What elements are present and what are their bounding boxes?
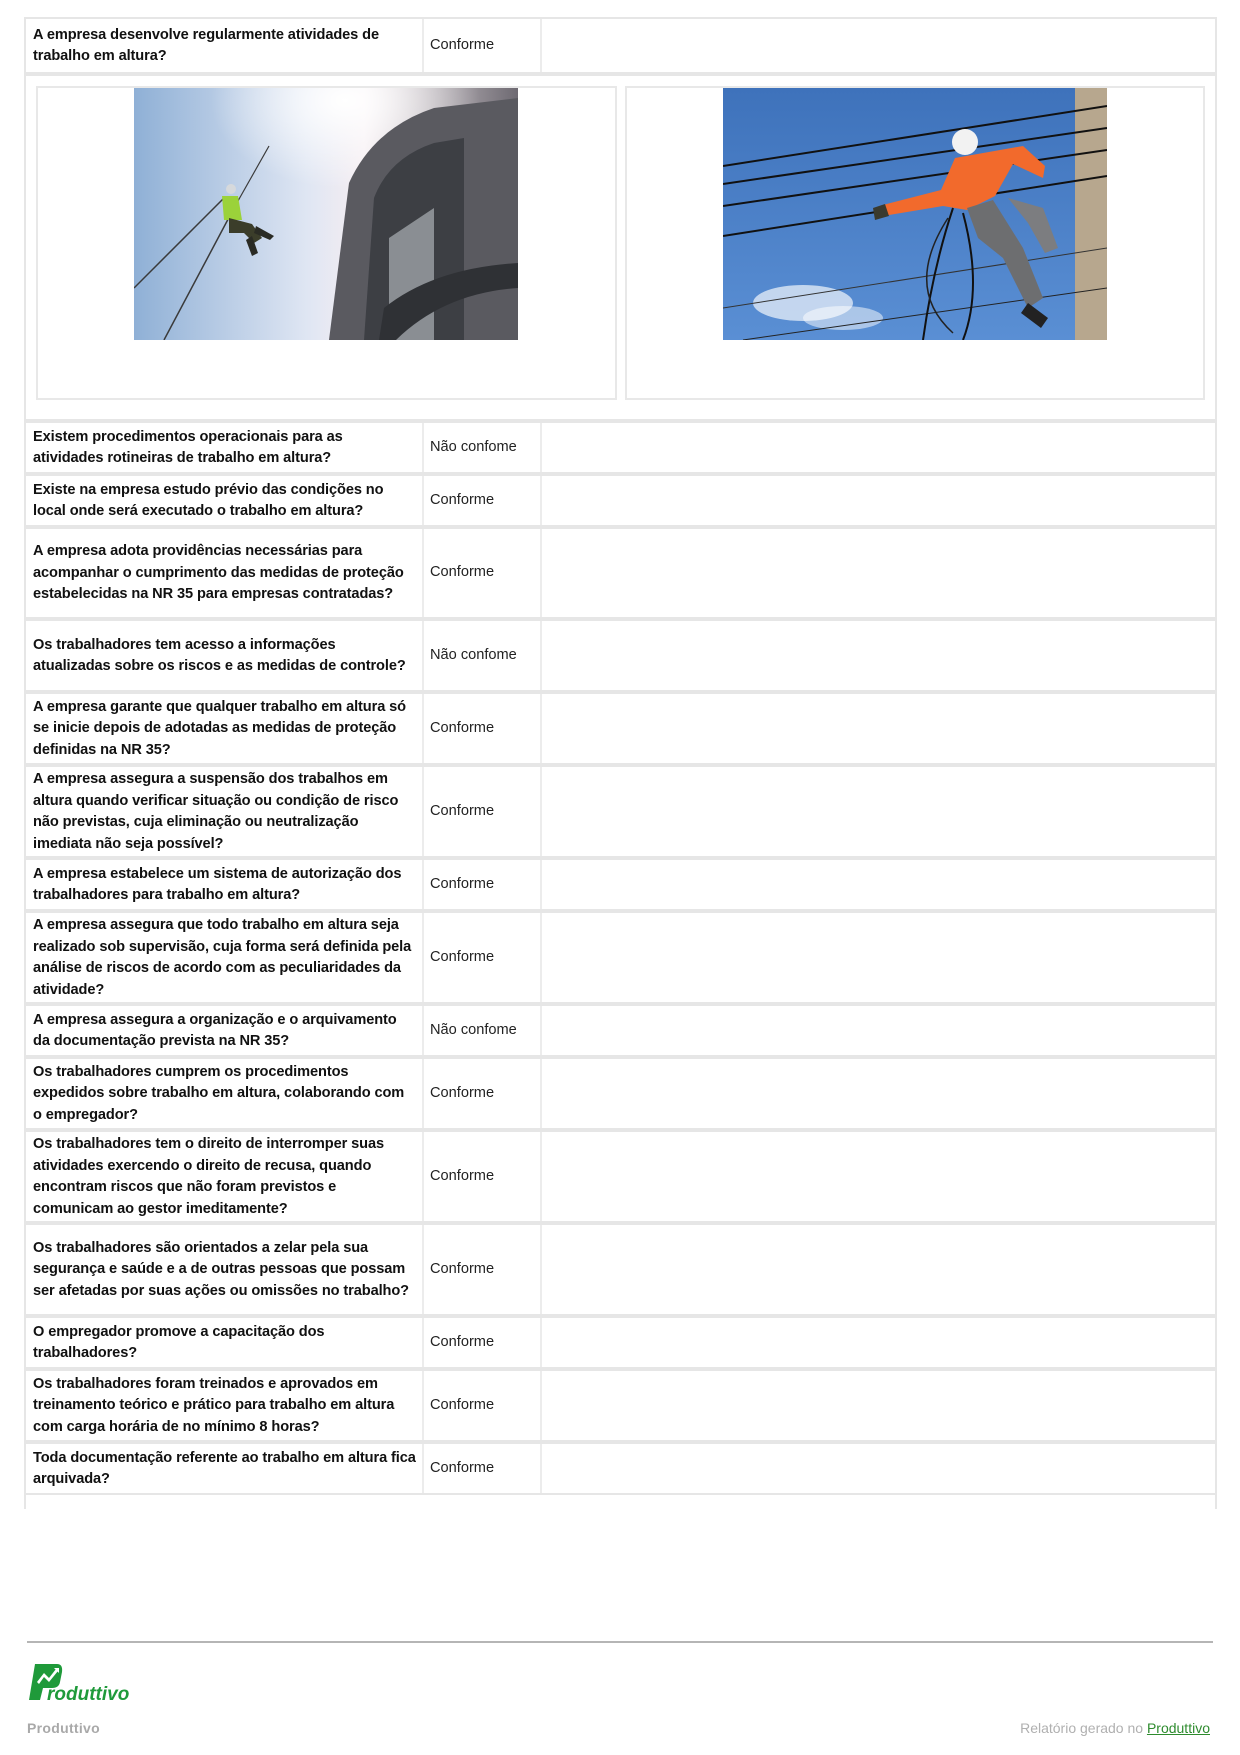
answer-value: Conforme <box>424 694 542 763</box>
svg-text:roduttivo: roduttivo <box>47 1684 130 1704</box>
checklist-row <box>24 1056 1217 1130</box>
answer-value: Conforme <box>424 1132 542 1221</box>
photo-gallery <box>24 73 1217 421</box>
question-text: A empresa garante que qualquer trabalho em altura só se inicie depois de adotadas as medidas de proteção definidas na NR 35? <box>26 694 424 763</box>
answer-value: Conforme <box>424 913 542 1002</box>
question-text: Os trabalhadores tem acesso a informações atualizadas sobre os riscos e as medidas de controle? <box>26 621 424 690</box>
generated-prefix: Relatório gerado no <box>1020 1720 1147 1736</box>
photo-frame <box>625 86 1206 400</box>
answer-value: Conforme <box>424 1318 542 1367</box>
checklist-row <box>24 857 1217 911</box>
answer-value: Conforme <box>424 1225 542 1314</box>
question-text: A empresa assegura a organização e o arquivamento da documentação prevista na NR 35? <box>26 1006 424 1055</box>
question-text: Existe na empresa estudo prévio das condições no local onde será executado o trabalho em altura? <box>26 476 424 525</box>
question-text: Os trabalhadores foram treinados e aprovados em treinamento teórico e prático para trabalho em altura com carga horária de no mínimo 8 horas? <box>26 1371 424 1440</box>
comment-cell <box>542 529 1215 617</box>
comment-cell <box>542 1318 1215 1367</box>
question-text: A empresa adota providências necessárias para acompanhar o cumprimento das medidas de proteção estabelecidas na NR 35 para empresas contratadas? <box>26 529 424 617</box>
footer-divider <box>27 1641 1213 1643</box>
comment-cell <box>542 767 1215 856</box>
question-text: A empresa assegura que todo trabalho em altura seja realizado sob supervisão, cuja forma será definida pela análise de riscos de acordo com as peculiaridades da atividade? <box>26 913 424 1002</box>
question-text: A empresa assegura a suspensão dos trabalhos em altura quando verificar situação ou condição de risco não previstas, cuja eliminação ou neutralização imediata não seja possível? <box>26 767 424 856</box>
comment-cell <box>542 621 1215 690</box>
checklist-row <box>24 1315 1217 1369</box>
checklist-row <box>24 526 1217 619</box>
table-tail <box>24 1495 1217 1509</box>
answer-value: Não confome <box>424 621 542 690</box>
answer-value: Conforme <box>424 476 542 525</box>
comment-cell <box>542 19 1215 72</box>
comment-cell <box>542 694 1215 763</box>
answer-value: Conforme <box>424 1059 542 1128</box>
answer-value: Não confome <box>424 423 542 472</box>
brand-name: Produttivo <box>27 1720 100 1736</box>
comment-cell <box>542 1059 1215 1128</box>
answer-value: Conforme <box>424 1371 542 1440</box>
question-text: Os trabalhadores cumprem os procedimentos expedidos sobre trabalho em altura, colaborando com o empregador? <box>26 1059 424 1128</box>
checklist-row <box>24 764 1217 858</box>
question-text: O empregador promove a capacitação dos trabalhadores? <box>26 1318 424 1367</box>
checklist-row <box>24 17 1217 74</box>
photo-rappelling-worker[interactable] <box>134 88 518 340</box>
checklist-row <box>24 1441 1217 1495</box>
comment-cell <box>542 476 1215 525</box>
comment-cell <box>542 1225 1215 1314</box>
produttivo-logo <box>27 1660 157 1704</box>
checklist-row <box>24 420 1217 474</box>
checklist-row <box>24 1129 1217 1223</box>
comment-cell <box>542 1371 1215 1440</box>
answer-value: Não confome <box>424 1006 542 1055</box>
answer-value: Conforme <box>424 1444 542 1493</box>
checklist-row <box>24 910 1217 1004</box>
answer-value: Conforme <box>424 529 542 617</box>
checklist-row <box>24 691 1217 765</box>
checklist-row <box>24 1003 1217 1057</box>
comment-cell <box>542 860 1215 909</box>
checklist-table <box>24 17 1217 1509</box>
photo-frame <box>36 86 617 400</box>
comment-cell <box>542 423 1215 472</box>
question-text: Os trabalhadores são orientados a zelar pela sua segurança e saúde e a de outras pessoas que possam ser afetadas por suas ações ou omissões no trabalho? <box>26 1225 424 1314</box>
question-text: Os trabalhadores tem o direito de interromper suas atividades exercendo o direito de recusa, quando encontram riscos que não foram previstos e comunicam ao gestor imeditamente? <box>26 1132 424 1221</box>
comment-cell <box>542 913 1215 1002</box>
checklist-row <box>24 1222 1217 1316</box>
checklist-row <box>24 473 1217 527</box>
answer-value: Conforme <box>424 860 542 909</box>
question-text: Toda documentação referente ao trabalho em altura fica arquivada? <box>26 1444 424 1493</box>
comment-cell <box>542 1006 1215 1055</box>
checklist-row <box>24 1368 1217 1442</box>
question-text: A empresa estabelece um sistema de autorização dos trabalhadores para trabalho em altura? <box>26 860 424 909</box>
checklist-row <box>24 618 1217 692</box>
question-text: A empresa desenvolve regularmente atividades de trabalho em altura? <box>26 19 424 72</box>
answer-value: Conforme <box>424 767 542 856</box>
question-text: Existem procedimentos operacionais para as atividades rotineiras de trabalho em altura? <box>26 423 424 472</box>
produttivo-link[interactable]: Produttivo <box>1146 1720 1210 1736</box>
answer-value: Conforme <box>424 19 542 72</box>
photo-lineman-worker[interactable] <box>723 88 1107 340</box>
comment-cell <box>542 1132 1215 1221</box>
comment-cell <box>542 1444 1215 1493</box>
generated-note <box>1020 1720 1210 1736</box>
